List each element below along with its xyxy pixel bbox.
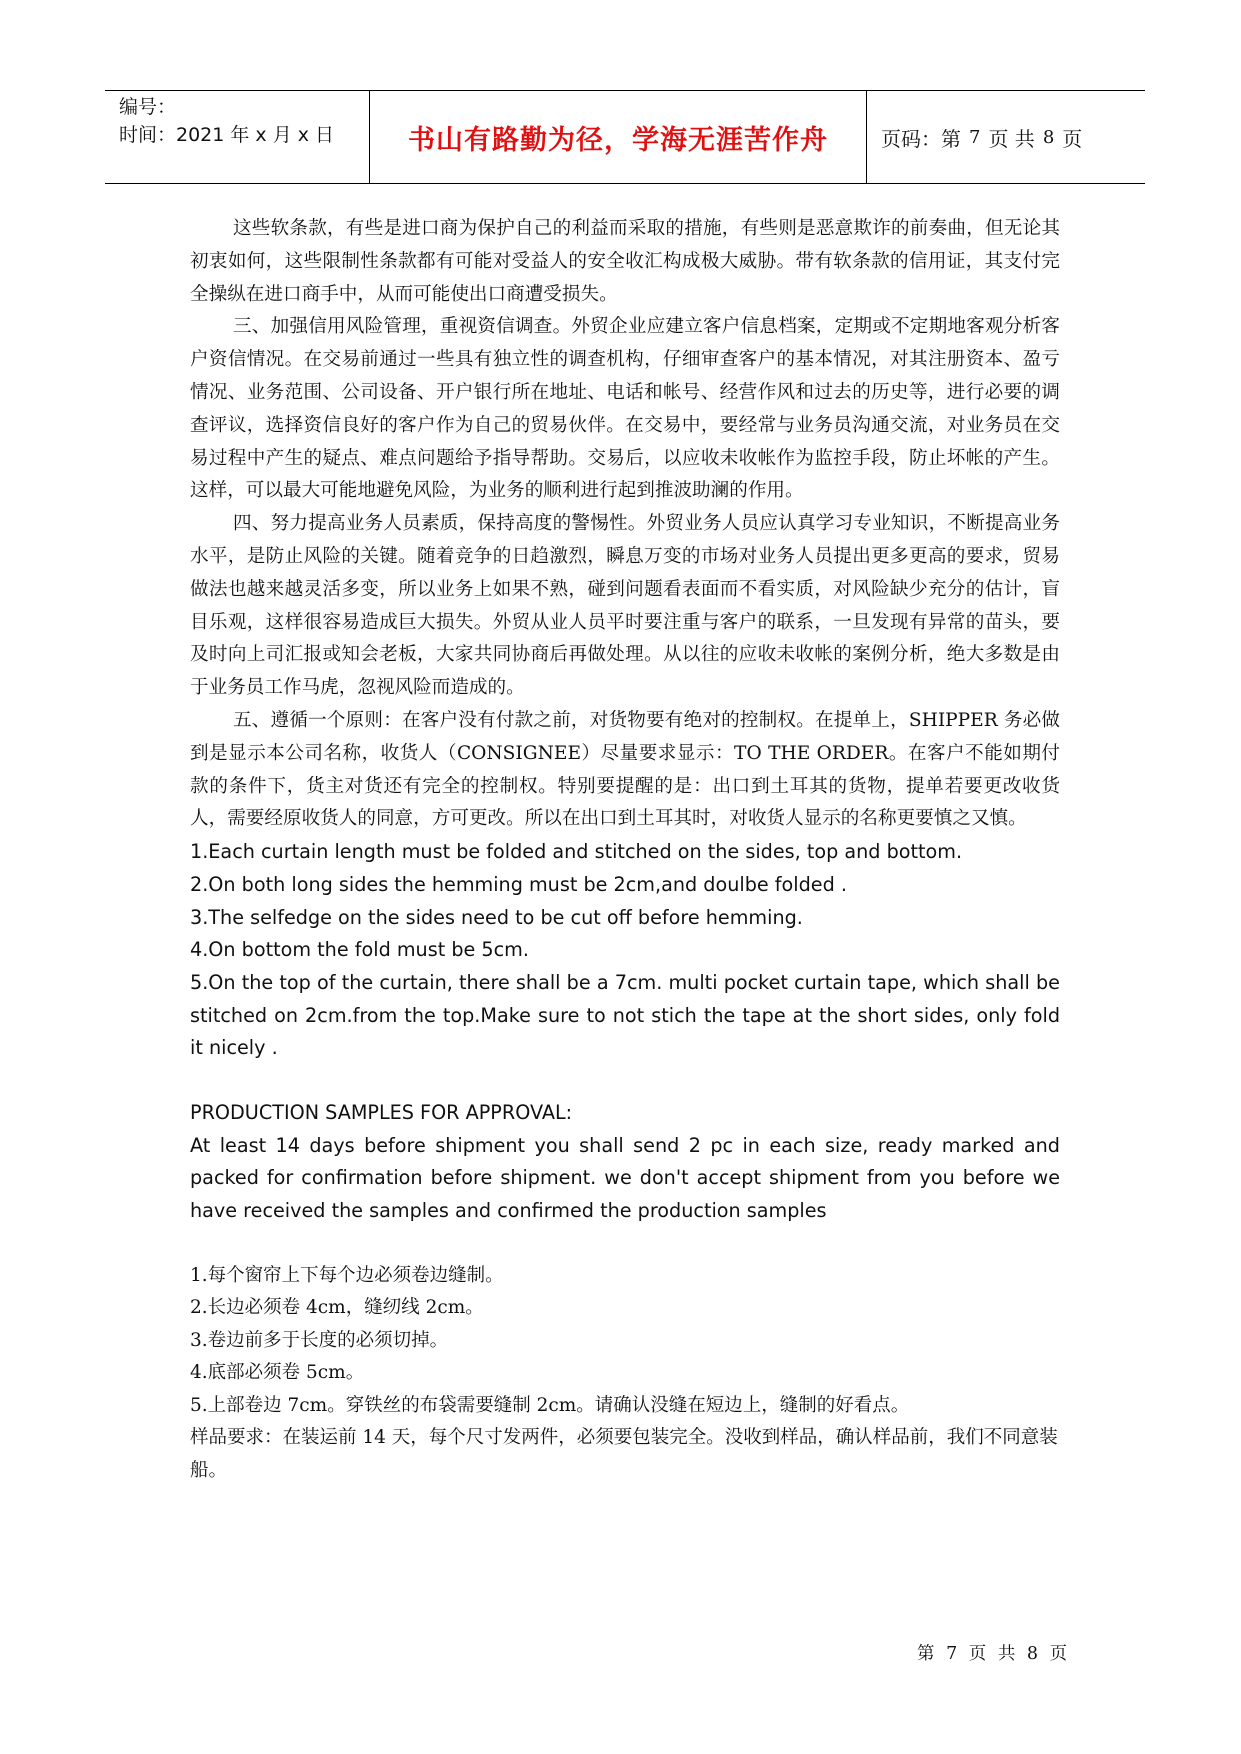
cn-list-item: 3.卷边前多于长度的必须切掉。	[190, 1329, 449, 1351]
en-list-item: 4.On bottom the fold must be 5cm.	[190, 938, 529, 962]
cn-list-item: 1.每个窗帘上下每个边必须卷边缝制。	[190, 1264, 504, 1286]
page-suffix: 页	[1062, 126, 1083, 151]
page-total: 8	[1042, 126, 1055, 148]
page-current: 7	[969, 126, 981, 148]
spacer	[190, 1065, 1060, 1097]
paragraph-credit-risk: 三、加强信用风险管理，重视资信调查。外贸企业应建立客户信息档案，定期或不定期地客观分析客户资信情况。在交易前通过一些具有独立性的调查机构，仔细审查客户的基本情况，对其注册资本、盈亏情况、业务范围、公司设备、开户银行所在地址、电话和帐号、经营作风和过去的历史等，进行必要的调查评议，选择资信良好的客户作为自己的贸易伙伴。在交易中，要经常与业务员沟通交流，对业务员在交易过程中产生的疑点、难点问题给予指导帮助。交易后，以应收未收帐作为监控手段，防止坏帐的产生。这样，可以最大可能地避免风险，为业务的顺利进行起到推波助澜的作用。	[190, 316, 1060, 502]
header-page-number	[867, 91, 1145, 183]
spacer	[190, 1228, 1060, 1260]
document-number-label: 编号：	[119, 96, 177, 118]
paragraph-control-principle: 五、遵循一个原则：在客户没有付款之前，对货物要有绝对的控制权。在提单上，SHIPPER 务必做到是显示本公司名称，收货人（CONSIGNEE）尽量要求显示：TO THE ORDER。在客户不能如期付款的条件下，货主对货还有完全的控制权。特别要提醒的是：出口到土耳其的货物，提单若要更改收货人，需要经原收货人的同意，方可更改。所以在出口到土耳其时，对收货人显示的名称更要慎之又慎。	[190, 709, 1060, 830]
document-time: 时间：2021 年 x 月 x 日	[119, 124, 335, 146]
cn-list-item: 2.长边必须卷 4cm，缝纫线 2cm。	[190, 1297, 484, 1319]
page-prefix: 页码：第	[881, 126, 961, 151]
header-meta	[105, 91, 370, 183]
en-list-item: 2.On both long sides the hemming must be 2cm,and doulbe folded .	[190, 872, 847, 896]
cn-list-item: 5.上部卷边 7cm。穿铁丝的布袋需要缝制 2cm。请确认没缝在短边上，缝制的好看点。	[190, 1394, 910, 1416]
cn-samples-text: 样品要求：在装运前 14 天，每个尺寸发两件，必须要包装完全。没收到样品，确认样品前，我们不同意装船。	[190, 1427, 1058, 1481]
en-list-item: 5.On the top of the curtain, there shall be a 7cm. multi pocket curtain tape, which shall be stitched on 2cm.from the top.Make sure to not stich the tape at the short sides, only fold it nicely .	[190, 970, 1060, 1060]
cn-list-item: 4.底部必须卷 5cm。	[190, 1362, 365, 1384]
en-list-item: 3.The selfedge on the sides need to be cut off before hemming.	[190, 905, 803, 929]
en-list-item: 1.Each curtain length must be folded and stitched on the sides, top and bottom.	[190, 840, 963, 864]
samples-heading: PRODUCTION SAMPLES FOR APPROVAL:	[190, 1101, 573, 1125]
paragraph-soft-clauses: 这些软条款，有些是进口商为保护自己的利益而采取的措施，有些则是恶意欺诈的前奏曲，但无论其初衷如何，这些限制性条款都有可能对受益人的安全收汇构成极大威胁。带有软条款的信用证，其支付完全操纵在进口商手中，从而可能使出口商遭受损失。	[190, 218, 1060, 305]
paragraph-staff-quality: 四、努力提高业务人员素质，保持高度的警惕性。外贸业务人员应认真学习专业知识，不断提高业务水平，是防止风险的关键。随着竞争的日趋激烈，瞬息万变的市场对业务人员提出更多更高的要求，贸易做法也越来越灵活多变，所以业务上如果不熟，碰到问题看表面而不看实质，对风险缺少充分的估计，盲目乐观，这样很容易造成巨大损失。外贸从业人员平时要注重与客户的联系，一旦发现有异常的苗头，要及时向上司汇报或知会老板，大家共同协商后再做处理。从以往的应收未收帐的案例分析，绝大多数是由于业务员工作马虎，忽视风险而造成的。	[190, 513, 1060, 699]
header-slogan: 书山有路勤为径，学海无涯苦作舟	[370, 91, 867, 183]
page-header	[105, 90, 1145, 184]
document-body	[190, 213, 1060, 1487]
samples-text: At least 14 days before shipment you shall send 2 pc in each size, ready marked and packed for confirmation before shipment. we don't accept shipment from you before we have received the samples and confirmed the production samples	[190, 1133, 1060, 1223]
page-mid: 页 共	[988, 126, 1035, 151]
page-footer: 第 7 页 共 8 页	[917, 1644, 1068, 1664]
